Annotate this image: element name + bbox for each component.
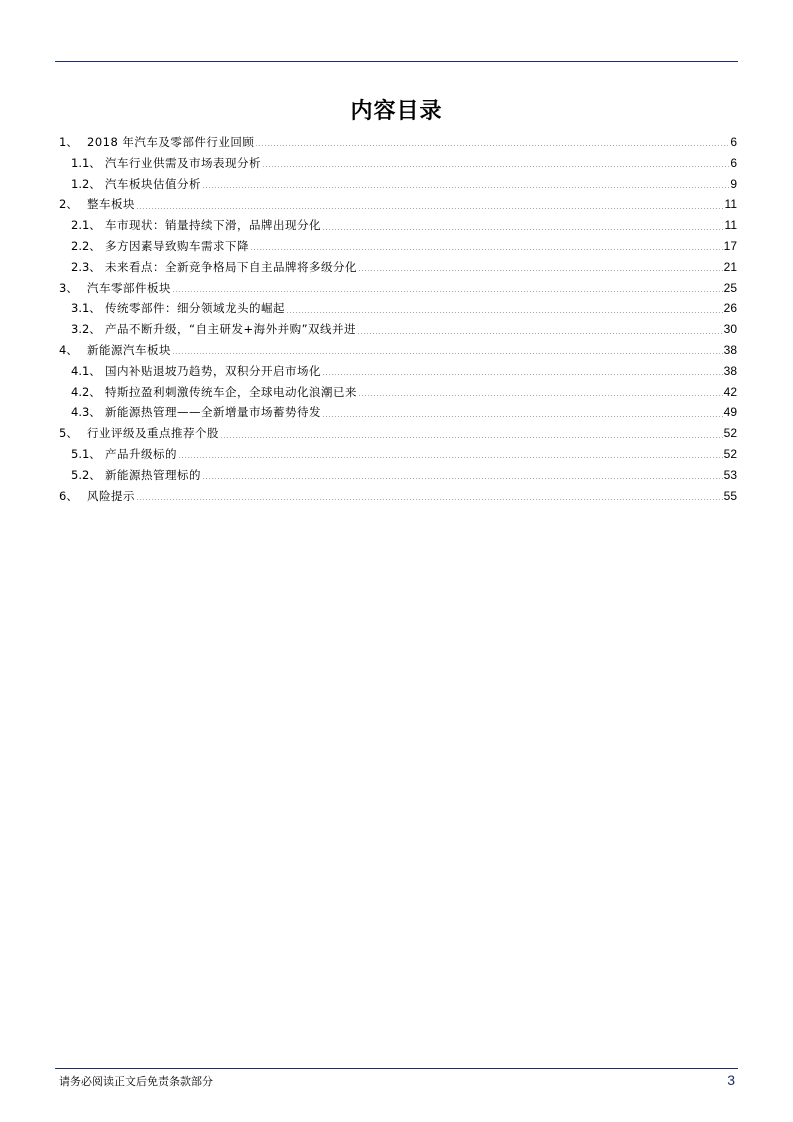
toc-entry-page: 38 bbox=[723, 342, 737, 357]
table-of-contents bbox=[59, 132, 737, 506]
toc-entry-number: 5、 bbox=[59, 426, 78, 441]
toc-entry-title: 产品不断升级，“自主研发+海外并购”双线并进 bbox=[105, 322, 357, 337]
toc-dot-leader bbox=[250, 249, 723, 250]
toc-entry-number: 1、 bbox=[59, 135, 78, 149]
toc-entry-number: 2.1、 bbox=[71, 218, 101, 233]
toc-entry-page: 52 bbox=[723, 446, 737, 461]
toc-entry-page: 6 bbox=[730, 135, 737, 149]
toc-dot-leader bbox=[358, 395, 723, 396]
toc-entry-number: 4.2、 bbox=[71, 384, 101, 399]
toc-entry-title: 未来看点：全新竞争格局下自主品牌将多级分化 bbox=[105, 259, 357, 274]
toc-entry-title: 整车板块 bbox=[87, 197, 135, 212]
toc-entry-title: 国内补贴退坡乃趋势，双积分开启市场化 bbox=[105, 363, 321, 378]
footer-rule bbox=[55, 1068, 738, 1069]
toc-entry-number: 4.3、 bbox=[71, 405, 101, 420]
toc-entry-page: 11 bbox=[724, 197, 737, 212]
toc-dot-leader bbox=[358, 270, 723, 271]
toc-entry[interactable] bbox=[59, 132, 737, 153]
toc-entry-page: 53 bbox=[723, 467, 737, 482]
toc-entry[interactable] bbox=[59, 153, 737, 174]
toc-entry[interactable] bbox=[59, 444, 737, 465]
toc-entry-title: 汽车板块估值分析 bbox=[105, 176, 201, 191]
toc-entry-number: 5.1、 bbox=[71, 446, 101, 461]
toc-entry-page: 26 bbox=[723, 301, 737, 316]
footer-page-number: 3 bbox=[727, 1072, 735, 1088]
toc-entry-number: 3.2、 bbox=[71, 322, 101, 337]
toc-entry-title: 风险提示 bbox=[87, 488, 135, 503]
toc-dot-leader bbox=[357, 333, 723, 334]
toc-dot-leader bbox=[172, 353, 723, 354]
footer-disclaimer: 请务必阅读正文后免责条款部分 bbox=[59, 1075, 213, 1088]
toc-entry-title: 特斯拉盈利刺激传统车企，全球电动化浪潮已来 bbox=[105, 384, 357, 399]
toc-entry[interactable] bbox=[59, 382, 737, 403]
toc-entry[interactable] bbox=[59, 278, 737, 299]
toc-entry-title: 新能源汽车板块 bbox=[87, 342, 171, 357]
toc-entry-number: 1.2、 bbox=[71, 176, 101, 191]
toc-entry-page: 55 bbox=[723, 488, 737, 503]
toc-entry-page: 6 bbox=[730, 155, 737, 170]
toc-entry[interactable] bbox=[59, 215, 737, 236]
toc-entry-title: 车市现状：销量持续下滑，品牌出现分化 bbox=[105, 218, 321, 233]
toc-entry-page: 17 bbox=[723, 238, 737, 253]
toc-entry-page: 52 bbox=[723, 426, 737, 441]
toc-dot-leader bbox=[136, 499, 723, 500]
toc-entry[interactable] bbox=[59, 465, 737, 486]
toc-entry[interactable] bbox=[59, 174, 737, 195]
page-title: 内容目录 bbox=[350, 98, 443, 124]
toc-entry[interactable] bbox=[59, 402, 737, 423]
toc-entry[interactable] bbox=[59, 319, 737, 340]
toc-dot-leader bbox=[255, 145, 729, 146]
toc-entry-number: 4.1、 bbox=[71, 363, 101, 378]
toc-entry-title: 汽车行业供需及市场表现分析 bbox=[105, 155, 261, 170]
toc-entry-number: 2.3、 bbox=[71, 259, 101, 274]
toc-entry-title: 2018 年汽车及零部件行业回顾 bbox=[87, 135, 255, 149]
toc-dot-leader bbox=[322, 374, 723, 375]
toc-entry-number: 3、 bbox=[59, 280, 78, 295]
header-rule bbox=[55, 61, 738, 62]
toc-dot-leader bbox=[178, 457, 723, 458]
toc-dot-leader bbox=[322, 229, 724, 230]
toc-entry-page: 49 bbox=[723, 405, 737, 420]
toc-entry[interactable] bbox=[59, 236, 737, 257]
toc-entry-title: 汽车零部件板块 bbox=[87, 280, 171, 295]
toc-entry-title: 新能源热管理——全新增量市场蓄势待发 bbox=[105, 405, 321, 420]
toc-entry[interactable] bbox=[59, 361, 737, 382]
toc-entry[interactable] bbox=[59, 486, 737, 507]
toc-entry-page: 9 bbox=[730, 176, 737, 191]
toc-entry-number: 2.2、 bbox=[71, 238, 101, 253]
toc-entry-number: 4、 bbox=[59, 342, 78, 357]
toc-entry-page: 42 bbox=[723, 384, 737, 399]
toc-dot-leader bbox=[220, 437, 723, 438]
toc-entry-title: 多方因素导致购车需求下降 bbox=[105, 238, 249, 253]
toc-entry-page: 11 bbox=[724, 218, 737, 233]
toc-dot-leader bbox=[202, 478, 723, 479]
toc-entry-page: 21 bbox=[723, 259, 737, 274]
toc-dot-leader bbox=[136, 208, 724, 209]
toc-entry-number: 5.2、 bbox=[71, 467, 101, 482]
toc-entry-number: 1.1、 bbox=[71, 155, 101, 170]
toc-entry-number: 6、 bbox=[59, 488, 78, 503]
toc-dot-leader bbox=[202, 187, 729, 188]
toc-entry[interactable] bbox=[59, 340, 737, 361]
toc-entry[interactable] bbox=[59, 298, 737, 319]
toc-entry-page: 25 bbox=[723, 280, 737, 295]
toc-entry[interactable] bbox=[59, 194, 737, 215]
toc-dot-leader bbox=[286, 312, 723, 313]
toc-entry-title: 传统零部件：细分领域龙头的崛起 bbox=[105, 301, 285, 316]
toc-dot-leader bbox=[322, 416, 723, 417]
toc-entry-number: 3.1、 bbox=[71, 301, 101, 316]
toc-entry-number: 2、 bbox=[59, 197, 78, 212]
toc-entry[interactable] bbox=[59, 257, 737, 278]
toc-entry-title: 产品升级标的 bbox=[105, 446, 177, 461]
toc-entry[interactable] bbox=[59, 423, 737, 444]
toc-entry-title: 行业评级及重点推荐个股 bbox=[87, 426, 219, 441]
toc-entry-page: 30 bbox=[723, 322, 737, 337]
toc-entry-title: 新能源热管理标的 bbox=[105, 467, 201, 482]
toc-entry-page: 38 bbox=[723, 363, 737, 378]
toc-dot-leader bbox=[172, 291, 723, 292]
toc-dot-leader bbox=[262, 166, 729, 167]
